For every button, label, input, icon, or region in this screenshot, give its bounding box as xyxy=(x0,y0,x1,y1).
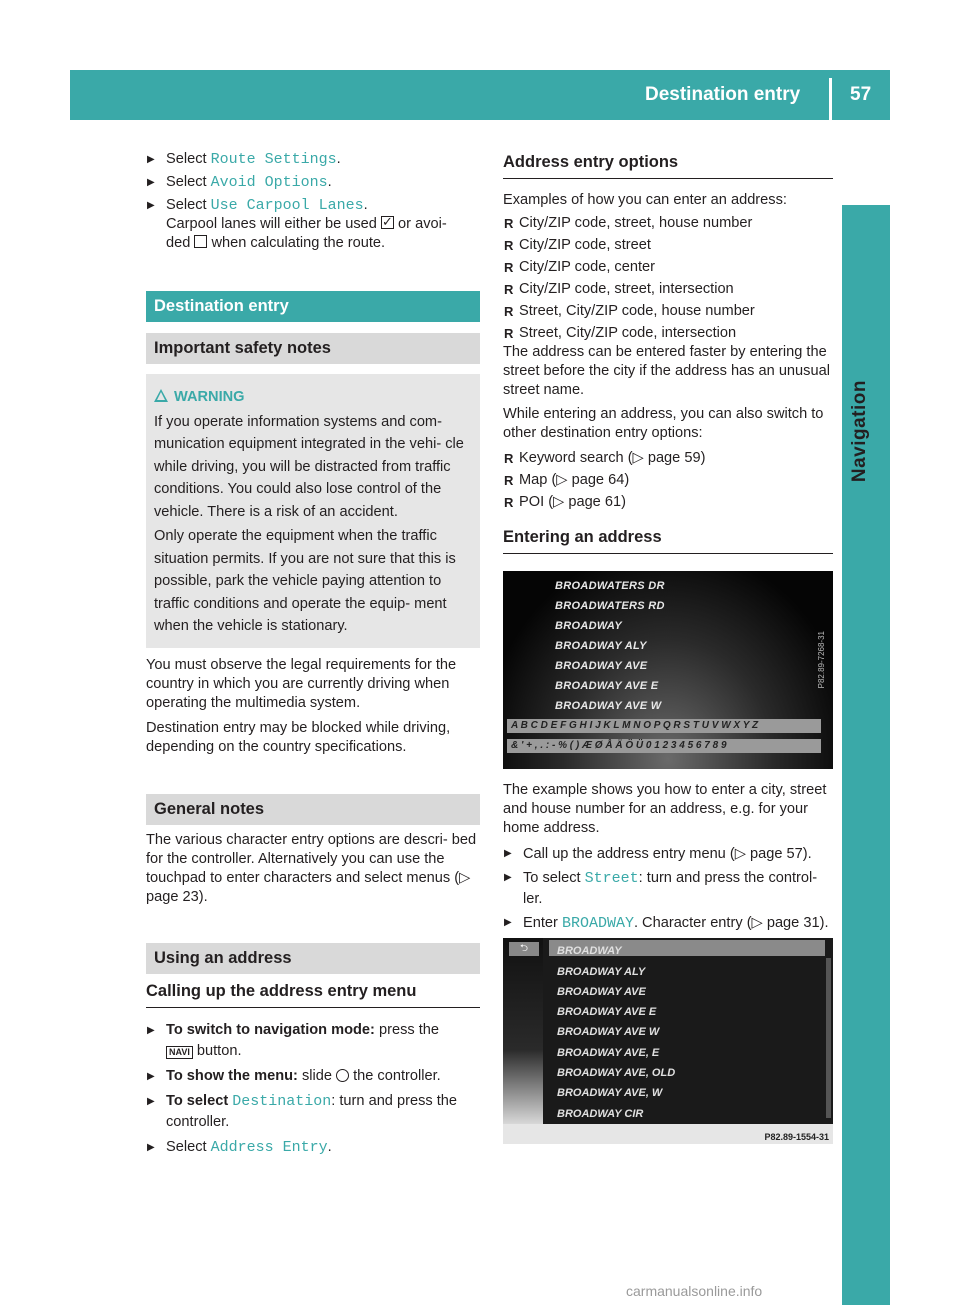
step-call-address-menu: ▶ Call up the address entry menu (▷ page 57). xyxy=(503,844,835,864)
list-item: BROADWAY AVE W xyxy=(557,1026,660,1038)
header-title: Destination entry xyxy=(645,84,801,105)
list-item: R Street, City/ZIP code, intersection xyxy=(503,324,833,343)
empty-box-icon xyxy=(194,235,207,248)
step-select-address-entry: ▶ Select Address Entry. xyxy=(146,1137,480,1158)
step-avoid-options: ▶ Select Avoid Options. xyxy=(146,173,480,192)
street-link[interactable]: Street xyxy=(584,870,639,887)
address-list-screenshot xyxy=(503,571,833,769)
list-item: BROADWAY AVE E xyxy=(557,1006,657,1018)
step-navigation-mode: ▶ To switch to navigation mode: press the NAVI button. xyxy=(146,1020,480,1062)
controller-slide-icon xyxy=(336,1069,349,1082)
back-arrow-icon: ⮌ xyxy=(509,942,539,956)
right-column-lower xyxy=(503,781,835,938)
section-important-safety-notes: Important safety notes xyxy=(146,333,480,364)
list-item: R City/ZIP code, street xyxy=(503,236,833,255)
character-bar-letters: A B C D E F G H I J K L M N O P Q R S T U V W X Y Z xyxy=(507,719,821,733)
use-carpool-lanes-link[interactable]: Use Carpool Lanes xyxy=(210,197,364,214)
options-list xyxy=(503,449,833,512)
list-item: BROADWAY AVE xyxy=(555,660,648,672)
list-item: BROADWAY AVE W xyxy=(555,700,662,712)
list-item: R Street, City/ZIP code, house number xyxy=(503,302,833,321)
list-item: BROADWAY ALY xyxy=(557,966,646,978)
heading-calling-up-address-menu: Calling up the address entry menu xyxy=(146,982,480,1008)
destination-link[interactable]: Destination xyxy=(232,1092,332,1110)
list-item: BROADWAY xyxy=(555,620,622,632)
legal-paragraph-1: You must observe the legal requirements for the country in which you are currently driving when operating the multimedia system. xyxy=(146,656,457,711)
list-item: R City/ZIP code, center xyxy=(503,258,833,277)
step-enter-broadway: ▶ Enter BROADWAY. Character entry (▷ page 31). xyxy=(503,913,835,934)
broadway-link[interactable]: BROADWAY xyxy=(561,915,634,932)
list-item: R POI (▷ page 61) xyxy=(503,493,833,512)
header-divider xyxy=(829,78,832,120)
figure-code: P82.89-7268-31 xyxy=(817,631,826,689)
list-item: BROADWAY xyxy=(557,945,622,957)
switch-options-paragraph: While entering an address, you can also switch to other destination entry options: xyxy=(503,406,824,441)
heading-entering-an-address: Entering an address xyxy=(503,528,833,554)
warning-title: WARNING xyxy=(174,389,245,405)
warning-box xyxy=(146,374,480,648)
list-item: BROADWATERS DR xyxy=(555,580,665,592)
warning-paragraph-1: If you operate information systems and com- munication equipment integrated in the vehi- cle while driving, you will be distracted from traffic conditions. You could also lose control of the vehicle. There is a risk of an accident. xyxy=(154,413,464,520)
section-general-notes: General notes xyxy=(146,794,480,825)
step-show-menu: ▶ To show the menu: slide the controller. xyxy=(146,1066,480,1087)
right-column xyxy=(503,150,833,554)
step-select-street: ▶ To select Street: turn and press the control- ler. xyxy=(503,868,835,909)
list-item: R Keyword search (▷ page 59) xyxy=(503,449,833,468)
left-column xyxy=(146,150,480,1162)
character-bar-symbols: & ' + , . : - % ( ) Æ Ø Å Ä Ö Ü 0 1 2 3 4 5 6 7 8 9 xyxy=(507,739,821,753)
step-use-carpool-lanes: ▶ Select Use Carpool Lanes. Carpool lanes will either be used ✓ or avoi- ded when calculating the route. xyxy=(146,196,480,253)
route-settings-link[interactable]: Route Settings xyxy=(210,151,337,168)
navi-button-icon: NAVI xyxy=(166,1046,193,1059)
list-item: BROADWAY ALY xyxy=(555,640,647,652)
faster-entry-paragraph: The address can be entered faster by entering the street before the city if the address has an unusual street name. xyxy=(503,344,830,398)
street-list-screenshot xyxy=(503,938,833,1144)
page-header xyxy=(70,70,890,120)
step-select-destination: ▶ To select Destination: turn and press the controller. xyxy=(146,1091,480,1133)
step-route-settings: ▶ Select Route Settings. xyxy=(146,150,480,169)
examples-intro: Examples of how you can enter an address: xyxy=(503,192,787,208)
list-item: BROADWAY AVE, OLD xyxy=(557,1067,676,1079)
scrollbar xyxy=(826,958,831,1118)
list-item: R City/ZIP code, street, house number xyxy=(503,214,833,233)
general-notes-paragraph: The various character entry options are descri- bed for the controller. Alternatively you can use the touchpad to enter characters and select menus (▷ page 23). xyxy=(146,831,477,905)
list-item: R City/ZIP code, street, intersection xyxy=(503,280,833,299)
legal-paragraph-2: Destination entry may be blocked while driving, depending on the country specifications. xyxy=(146,719,451,755)
side-tab xyxy=(842,205,890,1305)
avoid-options-link[interactable]: Avoid Options xyxy=(210,174,328,191)
side-tab-label: Navigation xyxy=(849,380,870,483)
warning-triangle-icon xyxy=(154,389,168,402)
list-item: BROADWATERS RD xyxy=(555,600,665,612)
watermark-footer: carmanualsonline.info xyxy=(626,1283,763,1299)
section-destination-entry: Destination entry xyxy=(146,291,480,322)
list-item: BROADWAY AVE E xyxy=(555,680,659,692)
figure-code: P82.89-1554-31 xyxy=(764,1132,829,1142)
heading-address-entry-options: Address entry options xyxy=(503,153,833,179)
checked-box-icon xyxy=(381,216,394,229)
page-number: 57 xyxy=(850,84,872,105)
warning-paragraph-2: Only operate the equipment when the traffic situation permits. If you are not sure that this is possible, park the vehicle paying attention to traffic conditions and operate the equip- ment when the vehicle is stationary. xyxy=(154,528,456,634)
address-entry-link[interactable]: Address Entry xyxy=(210,1138,328,1156)
list-item: BROADWAY CIR xyxy=(557,1108,644,1120)
list-item: BROADWAY AVE, E xyxy=(557,1047,660,1059)
example-paragraph: The example shows you how to enter a city, street and house number for an address, e.g. for your home address. xyxy=(503,782,827,836)
list-item: BROADWAY AVE, W xyxy=(557,1087,663,1099)
section-using-an-address: Using an address xyxy=(146,943,480,974)
list-item: BROADWAY AVE xyxy=(557,986,646,998)
examples-list xyxy=(503,214,833,343)
list-item: R Map (▷ page 64) xyxy=(503,471,833,490)
